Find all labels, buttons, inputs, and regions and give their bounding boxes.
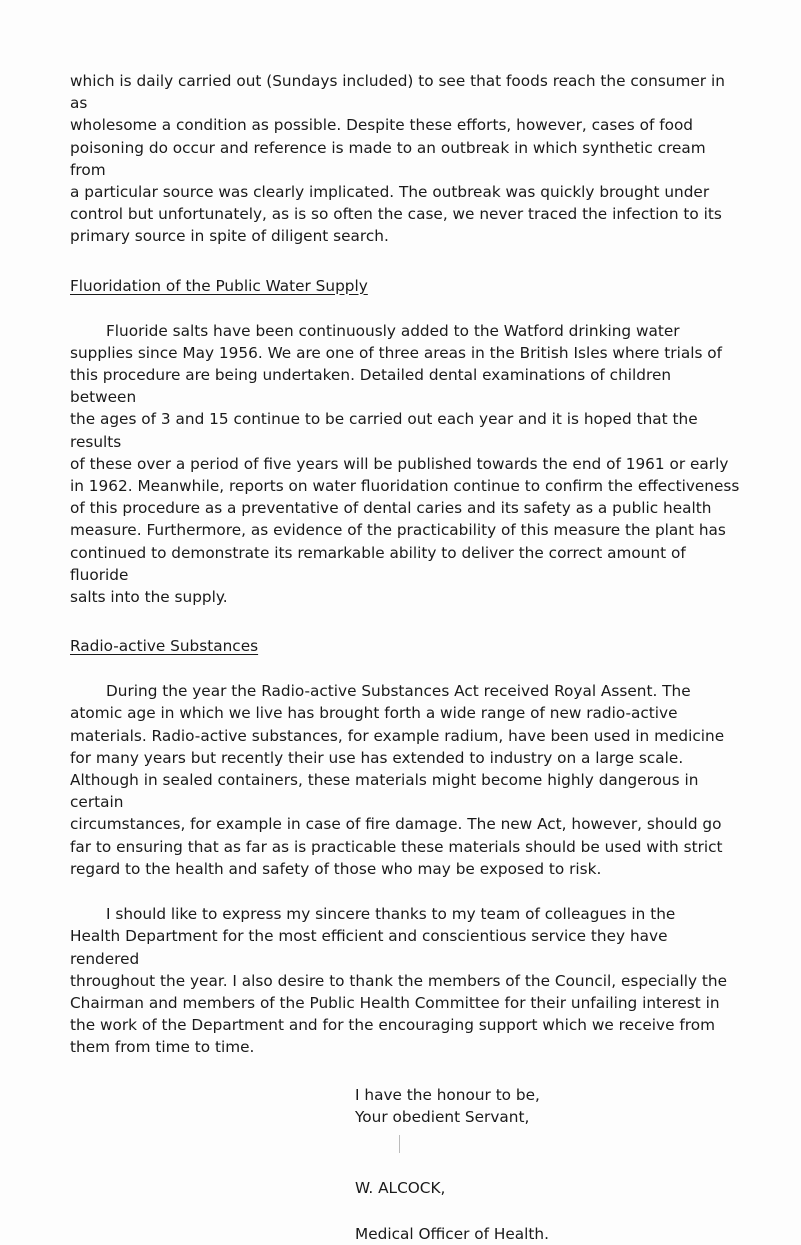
- text-line: control but unfortunately, as is so often the case, we never traced the infection to its: [70, 205, 722, 224]
- intro-paragraph: [70, 70, 740, 248]
- document-page: [70, 70, 740, 1245]
- text-line: primary source in spite of diligent search.: [70, 227, 389, 246]
- text-line: salts into the supply.: [70, 588, 228, 607]
- fluoridation-paragraph: [70, 320, 740, 609]
- text-line: the work of the Department and for the encouraging support which we receive from: [70, 1016, 715, 1035]
- closing-salutation: [355, 1084, 740, 1128]
- text-line: wholesome a condition as possible. Despite these efforts, however, cases of food: [70, 116, 694, 135]
- text-line: atomic age in which we live has brought forth a wide range of new radio-active: [70, 704, 678, 723]
- closing-line-1: I have the honour to be,: [355, 1085, 540, 1104]
- text-line: Although in sealed containers, these materials might become highly dangerous in certain: [70, 771, 699, 812]
- text-line: supplies since May 1956. We are one of three areas in the British Isles where trials of: [70, 343, 723, 362]
- closing-line-2: Your obedient Servant,: [355, 1107, 530, 1126]
- text-line: measure. Furthermore, as evidence of the practicability of this measure the plant has: [70, 521, 726, 540]
- text-line: regard to the health and safety of those who may be exposed to risk.: [70, 859, 602, 878]
- signatory-title: Medical Officer of Health.: [355, 1225, 549, 1244]
- text-line: Health Department for the most efficient and conscientious service they have rendered: [70, 927, 668, 968]
- text-line: Fluoride salts have been continuously added to the Watford drinking water: [106, 321, 680, 340]
- text-line: which is daily carried out (Sundays included) to see that foods reach the consumer in as: [70, 72, 725, 113]
- text-line: them from time to time.: [70, 1038, 255, 1057]
- thanks-paragraph: [70, 903, 740, 1058]
- radioactive-heading: Radio-active Substances: [70, 637, 259, 656]
- text-line: continued to demonstrate its remarkable ability to deliver the correct amount of fluoride: [70, 543, 686, 584]
- text-line: I should like to express my sincere thanks to my team of colleagues in the: [106, 905, 676, 924]
- text-line: of this procedure as a preventative of dental caries and its safety as a public health: [70, 499, 712, 518]
- text-line: far to ensuring that as far as is practicable these materials should be used with strict: [70, 837, 723, 856]
- text-line: throughout the year. I also desire to thank the members of the Council, especially the: [70, 971, 728, 990]
- page-edge-mark: [399, 1135, 400, 1153]
- text-line: materials. Radio-active substances, for example radium, have been used in medicine: [70, 726, 725, 745]
- text-line: circumstances, for example in case of fire damage. The new Act, however, should go: [70, 815, 722, 834]
- fluoridation-heading: Fluoridation of the Public Water Supply: [70, 276, 368, 295]
- text-line: the ages of 3 and 15 continue to be carried out each year and it is hoped that the results: [70, 410, 698, 451]
- text-line: poisoning do occur and reference is made to an outbreak in which synthetic cream from: [70, 138, 706, 179]
- text-line: for many years but recently their use has extended to industry on a large scale.: [70, 748, 684, 767]
- text-line: Chairman and members of the Public Health Committee for their unfailing interest in: [70, 993, 720, 1012]
- text-line: this procedure are being undertaken. Detailed dental examinations of children between: [70, 366, 672, 407]
- text-line: of these over a period of five years will be published towards the end of 1961 or early: [70, 454, 729, 473]
- text-line: in 1962. Meanwhile, reports on water fluoridation continue to confirm the effectiveness: [70, 477, 740, 496]
- text-line: a particular source was clearly implicated. The outbreak was quickly brought under: [70, 183, 710, 202]
- radioactive-paragraph: [70, 680, 740, 880]
- text-line: During the year the Radio-active Substances Act received Royal Assent. The: [106, 682, 691, 701]
- signature-name: W. ALCOCK,: [355, 1178, 446, 1197]
